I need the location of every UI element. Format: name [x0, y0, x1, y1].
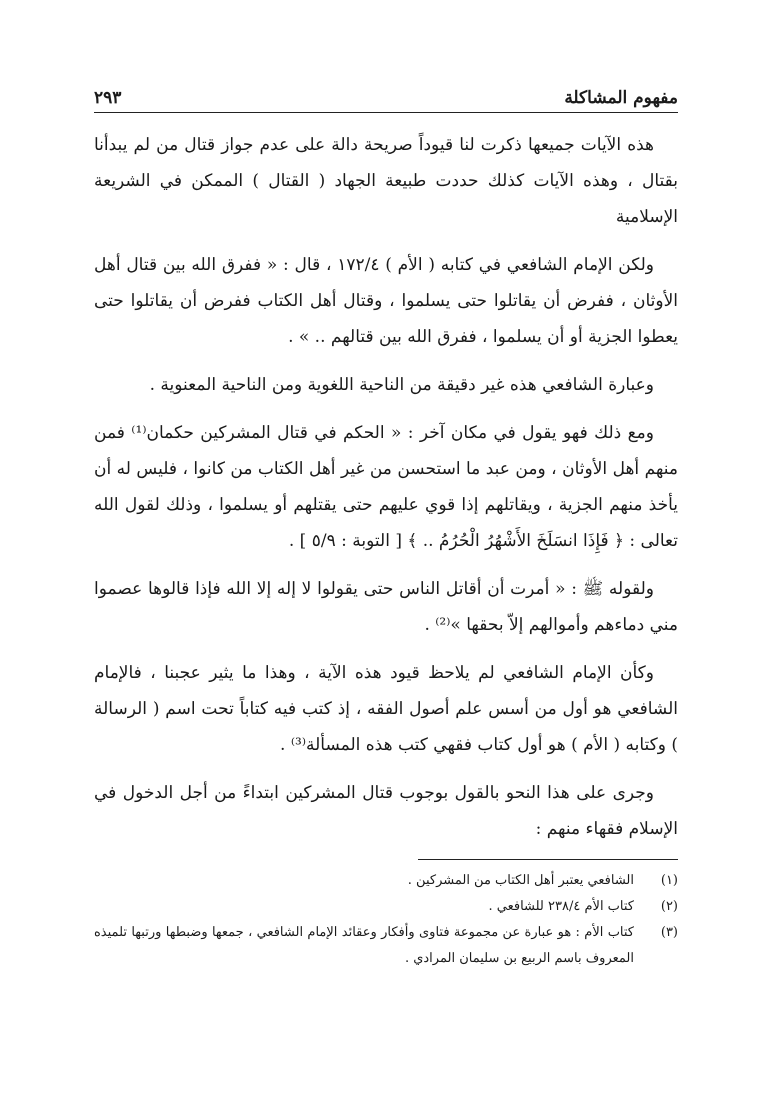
footnote-number: (١): [660, 873, 678, 888]
paragraph: وجرى على هذا النحو بالقول بوجوب قتال المشركين ابتداءً من أجل الدخول في الإسلام فقهاء منهم :: [94, 783, 678, 839]
footnote-text: الشافعي يعتبر أهل الكتاب من المشركين .: [407, 873, 634, 888]
paragraph: ومع ذلك فهو يقول في مكان آخر : « الحكم في قتال المشركين حكمان⁽¹⁾ فمن منهم أهل الأوثان ، ومن عبد ما استحسن من غير أهل الكتاب من كانوا ، فليس له أن يأخذ منهم الجزية ، ويقاتلهم إذا قوي عليهم حتى يقتلهم أو يسلموا ، وذلك لقول الله تعالى : ﴿ فَإِذَا انسَلَخَ الأَشْهُرُ الْحُرُمُ .. ﴾ [ التوبة : ٥/٩ ] .: [94, 423, 678, 551]
footnote-number: (٢): [660, 899, 678, 914]
footnote: [94, 894, 678, 920]
paragraph: ولكن الإمام الشافعي في كتابه ( الأم ) ١٧٢/٤ ، قال : « ففرق الله بين قتال أهل الأوثان ، ففرض أن يقاتلوا حتى يسلموا ، وقتال أهل الكتاب ففرض أن يقاتلوا حتى يعطوا الجزية أو أن يسلموا ، ففرق الله بين قتالهم .. » .: [94, 255, 678, 347]
chapter-title: مفهوم المشاكلة: [564, 88, 678, 108]
footnote-text: كتاب الأم : هو عبارة عن مجموعة فتاوى وأفكار وعقائد الإمام الشافعي ، جمعها وضبطها ورتبها تلميذه المعروف باسم الربيع بن سليمان المرادي .: [94, 925, 634, 966]
book-page: [94, 78, 678, 972]
footnote-divider: [418, 859, 678, 860]
paragraph: وكأن الإمام الشافعي لم يلاحظ قيود هذه الآية ، وهذا ما يثير عجبنا ، فالإمام الشافعي هو أول من أسس علم أصول الفقه ، إذ كتب فيه كتاباً تحت اسم ( الرسالة ) وكتابه ( الأم ) هو أول كتاب فقهي كتب هذه المسألة⁽³⁾ .: [94, 663, 678, 755]
footnote-text: كتاب الأم ٢٣٨/٤ للشافعي .: [488, 899, 634, 914]
paragraph: ولقوله ﷺ : « أمرت أن أقاتل الناس حتى يقولوا لا إله إلا الله فإذا قالوها عصموا مني دماءهم وأموالهم إلاّ بحقها »⁽²⁾ .: [94, 579, 678, 635]
footnotes: [94, 868, 678, 972]
footnote-number: (٣): [660, 925, 678, 940]
running-header: [94, 78, 678, 113]
footnote: [94, 920, 678, 972]
page-number: ٢٩٣: [94, 88, 122, 108]
paragraph: هذه الآيات جميعها ذكرت لنا قيوداً صريحة دالة على عدم جواز قتال من لم يبدأنا بقتال ، وهذه الآيات كذلك حددت طبيعة الجهاد ( القتال ) الممكن في الشريعة الإسلامية: [94, 135, 678, 227]
footnote: [94, 868, 678, 894]
main-text: [94, 127, 678, 847]
paragraph: وعبارة الشافعي هذه غير دقيقة من الناحية اللغوية ومن الناحية المعنوية .: [149, 375, 654, 395]
